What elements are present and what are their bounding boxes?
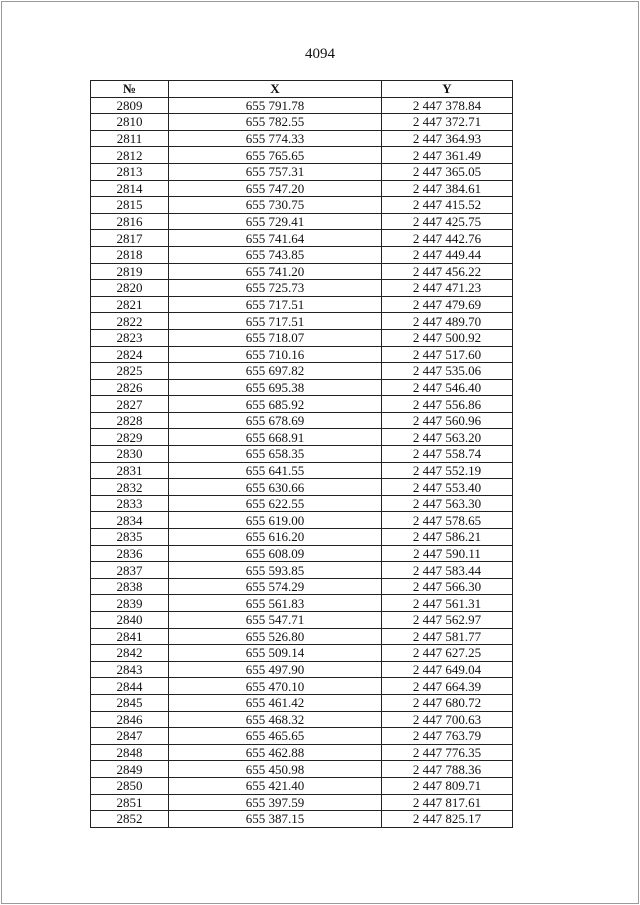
- cell-number: 2816: [91, 213, 169, 230]
- cell-y: 2 447 590.11: [382, 545, 513, 562]
- header-y: Y: [382, 81, 513, 98]
- table-row: [91, 628, 513, 645]
- table-row: [91, 711, 513, 728]
- cell-y: 2 447 627.25: [382, 645, 513, 662]
- header-number: №: [91, 81, 169, 98]
- cell-number: 2813: [91, 163, 169, 180]
- cell-x: 655 718.07: [169, 329, 382, 346]
- cell-y: 2 447 700.63: [382, 711, 513, 728]
- cell-y: 2 447 372.71: [382, 114, 513, 131]
- cell-y: 2 447 425.75: [382, 213, 513, 230]
- cell-number: 2846: [91, 711, 169, 728]
- table-row: [91, 612, 513, 629]
- table-row: [91, 163, 513, 180]
- cell-y: 2 447 553.40: [382, 479, 513, 496]
- table-row: [91, 396, 513, 413]
- cell-y: 2 447 776.35: [382, 744, 513, 761]
- table-row: [91, 529, 513, 546]
- table-row: [91, 280, 513, 297]
- cell-x: 655 450.98: [169, 761, 382, 778]
- cell-y: 2 447 566.30: [382, 578, 513, 595]
- cell-number: 2831: [91, 462, 169, 479]
- cell-number: 2844: [91, 678, 169, 695]
- cell-x: 655 725.73: [169, 280, 382, 297]
- table-row: [91, 578, 513, 595]
- cell-x: 655 630.66: [169, 479, 382, 496]
- cell-x: 655 717.51: [169, 296, 382, 313]
- cell-y: 2 447 546.40: [382, 379, 513, 396]
- cell-number: 2837: [91, 562, 169, 579]
- cell-y: 2 447 378.84: [382, 97, 513, 114]
- table-row: [91, 794, 513, 811]
- table-row: [91, 329, 513, 346]
- cell-x: 655 668.91: [169, 429, 382, 446]
- cell-y: 2 447 456.22: [382, 263, 513, 280]
- cell-x: 655 509.14: [169, 645, 382, 662]
- cell-y: 2 447 809.71: [382, 777, 513, 794]
- table-row: [91, 114, 513, 131]
- cell-x: 655 547.71: [169, 612, 382, 629]
- cell-x: 655 757.31: [169, 163, 382, 180]
- table-row: [91, 678, 513, 695]
- table-row: [91, 562, 513, 579]
- table-row: [91, 661, 513, 678]
- cell-y: 2 447 664.39: [382, 678, 513, 695]
- table-row: [91, 263, 513, 280]
- cell-y: 2 447 384.61: [382, 180, 513, 197]
- table-row: [91, 313, 513, 330]
- cell-number: 2842: [91, 645, 169, 662]
- table-row: [91, 379, 513, 396]
- cell-x: 655 685.92: [169, 396, 382, 413]
- table-row: [91, 645, 513, 662]
- cell-x: 655 397.59: [169, 794, 382, 811]
- cell-x: 655 619.00: [169, 512, 382, 529]
- table-row: [91, 130, 513, 147]
- cell-x: 655 765.65: [169, 147, 382, 164]
- cell-x: 655 608.09: [169, 545, 382, 562]
- cell-x: 655 678.69: [169, 412, 382, 429]
- cell-x: 655 593.85: [169, 562, 382, 579]
- cell-x: 655 526.80: [169, 628, 382, 645]
- cell-x: 655 421.40: [169, 777, 382, 794]
- cell-y: 2 447 556.86: [382, 396, 513, 413]
- table-row: [91, 761, 513, 778]
- cell-y: 2 447 552.19: [382, 462, 513, 479]
- cell-y: 2 447 479.69: [382, 296, 513, 313]
- table-row: [91, 694, 513, 711]
- cell-number: 2811: [91, 130, 169, 147]
- cell-x: 655 747.20: [169, 180, 382, 197]
- cell-number: 2847: [91, 728, 169, 745]
- cell-y: 2 447 581.77: [382, 628, 513, 645]
- cell-y: 2 447 763.79: [382, 728, 513, 745]
- cell-y: 2 447 500.92: [382, 329, 513, 346]
- cell-x: 655 774.33: [169, 130, 382, 147]
- table-header-row: [91, 81, 513, 98]
- cell-x: 655 468.32: [169, 711, 382, 728]
- cell-number: 2827: [91, 396, 169, 413]
- cell-x: 655 730.75: [169, 197, 382, 214]
- cell-x: 655 710.16: [169, 346, 382, 363]
- coordinates-table: [90, 80, 513, 828]
- cell-number: 2845: [91, 694, 169, 711]
- cell-number: 2833: [91, 495, 169, 512]
- cell-y: 2 447 449.44: [382, 246, 513, 263]
- page-number: 4094: [305, 46, 335, 62]
- table-row: [91, 495, 513, 512]
- cell-number: 2832: [91, 479, 169, 496]
- cell-number: 2836: [91, 545, 169, 562]
- cell-number: 2823: [91, 329, 169, 346]
- cell-y: 2 447 442.76: [382, 230, 513, 247]
- cell-y: 2 447 365.05: [382, 163, 513, 180]
- cell-number: 2851: [91, 794, 169, 811]
- cell-x: 655 465.65: [169, 728, 382, 745]
- table-row: [91, 595, 513, 612]
- cell-y: 2 447 415.52: [382, 197, 513, 214]
- table-row: [91, 412, 513, 429]
- table-row: [91, 777, 513, 794]
- cell-y: 2 447 517.60: [382, 346, 513, 363]
- cell-number: 2809: [91, 97, 169, 114]
- cell-number: 2852: [91, 811, 169, 828]
- cell-number: 2810: [91, 114, 169, 131]
- cell-number: 2834: [91, 512, 169, 529]
- table-row: [91, 512, 513, 529]
- cell-y: 2 447 562.97: [382, 612, 513, 629]
- cell-number: 2817: [91, 230, 169, 247]
- cell-y: 2 447 558.74: [382, 446, 513, 463]
- table-row: [91, 213, 513, 230]
- cell-x: 655 695.38: [169, 379, 382, 396]
- cell-number: 2830: [91, 446, 169, 463]
- table-row: [91, 246, 513, 263]
- table-row: [91, 429, 513, 446]
- cell-number: 2848: [91, 744, 169, 761]
- cell-x: 655 729.41: [169, 213, 382, 230]
- cell-x: 655 497.90: [169, 661, 382, 678]
- header-x: X: [169, 81, 382, 98]
- cell-x: 655 641.55: [169, 462, 382, 479]
- cell-y: 2 447 817.61: [382, 794, 513, 811]
- cell-x: 655 616.20: [169, 529, 382, 546]
- table-row: [91, 180, 513, 197]
- cell-y: 2 447 563.30: [382, 495, 513, 512]
- cell-number: 2849: [91, 761, 169, 778]
- table-row: [91, 147, 513, 164]
- table-row: [91, 363, 513, 380]
- cell-number: 2829: [91, 429, 169, 446]
- table-row: [91, 728, 513, 745]
- cell-number: 2824: [91, 346, 169, 363]
- table-row: [91, 230, 513, 247]
- cell-number: 2812: [91, 147, 169, 164]
- cell-number: 2814: [91, 180, 169, 197]
- cell-number: 2825: [91, 363, 169, 380]
- table-row: [91, 197, 513, 214]
- table-row: [91, 296, 513, 313]
- cell-y: 2 447 788.36: [382, 761, 513, 778]
- table-row: [91, 346, 513, 363]
- cell-number: 2828: [91, 412, 169, 429]
- cell-y: 2 447 561.31: [382, 595, 513, 612]
- cell-y: 2 447 535.06: [382, 363, 513, 380]
- cell-x: 655 741.64: [169, 230, 382, 247]
- cell-number: 2826: [91, 379, 169, 396]
- cell-number: 2841: [91, 628, 169, 645]
- cell-number: 2819: [91, 263, 169, 280]
- cell-x: 655 387.15: [169, 811, 382, 828]
- cell-x: 655 574.29: [169, 578, 382, 595]
- cell-y: 2 447 563.20: [382, 429, 513, 446]
- cell-y: 2 447 649.04: [382, 661, 513, 678]
- cell-y: 2 447 586.21: [382, 529, 513, 546]
- cell-x: 655 697.82: [169, 363, 382, 380]
- cell-x: 655 561.83: [169, 595, 382, 612]
- cell-y: 2 447 825.17: [382, 811, 513, 828]
- table-row: [91, 545, 513, 562]
- table-row: [91, 811, 513, 828]
- cell-y: 2 447 583.44: [382, 562, 513, 579]
- cell-x: 655 741.20: [169, 263, 382, 280]
- table-row: [91, 97, 513, 114]
- table-row: [91, 479, 513, 496]
- cell-y: 2 447 364.93: [382, 130, 513, 147]
- cell-y: 2 447 680.72: [382, 694, 513, 711]
- table-row: [91, 744, 513, 761]
- cell-number: 2843: [91, 661, 169, 678]
- cell-x: 655 461.42: [169, 694, 382, 711]
- cell-number: 2820: [91, 280, 169, 297]
- cell-x: 655 743.85: [169, 246, 382, 263]
- cell-number: 2815: [91, 197, 169, 214]
- cell-x: 655 470.10: [169, 678, 382, 695]
- cell-x: 655 462.88: [169, 744, 382, 761]
- table-body: [91, 97, 513, 827]
- cell-x: 655 717.51: [169, 313, 382, 330]
- cell-y: 2 447 489.70: [382, 313, 513, 330]
- table-row: [91, 446, 513, 463]
- cell-number: 2821: [91, 296, 169, 313]
- cell-number: 2840: [91, 612, 169, 629]
- cell-y: 2 447 361.49: [382, 147, 513, 164]
- cell-number: 2850: [91, 777, 169, 794]
- cell-x: 655 782.55: [169, 114, 382, 131]
- cell-y: 2 447 471.23: [382, 280, 513, 297]
- cell-y: 2 447 560.96: [382, 412, 513, 429]
- table-row: [91, 462, 513, 479]
- cell-y: 2 447 578.65: [382, 512, 513, 529]
- cell-number: 2835: [91, 529, 169, 546]
- cell-x: 655 658.35: [169, 446, 382, 463]
- cell-x: 655 791.78: [169, 97, 382, 114]
- cell-number: 2822: [91, 313, 169, 330]
- cell-number: 2818: [91, 246, 169, 263]
- cell-x: 655 622.55: [169, 495, 382, 512]
- cell-number: 2838: [91, 578, 169, 595]
- cell-number: 2839: [91, 595, 169, 612]
